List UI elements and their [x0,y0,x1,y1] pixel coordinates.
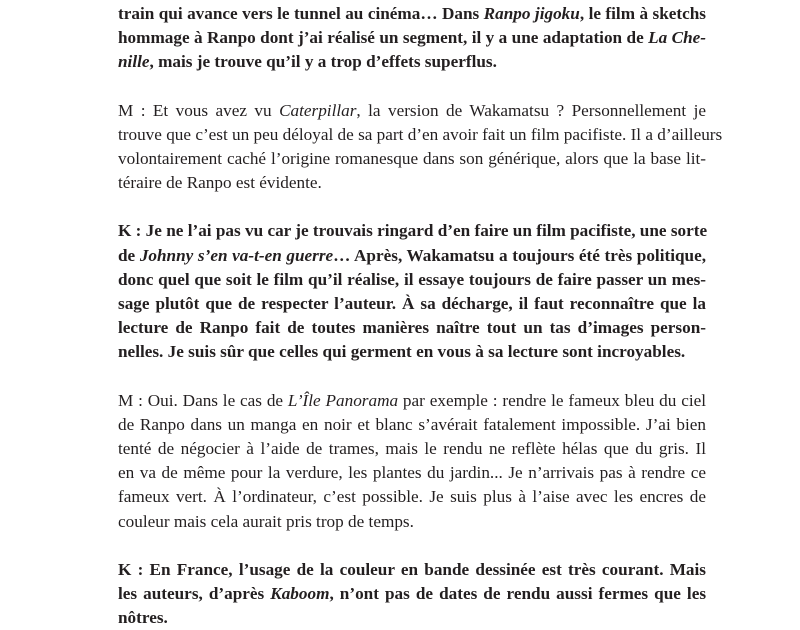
paragraph-k-color-in-france [118,558,706,630]
text-line [118,485,706,509]
text-line [118,340,706,364]
text-run: … Après, Wakamatsu a toujours été très politique, [333,245,707,265]
text-run: , mais je trouve qu’il y a trop d’effets superflus. [149,52,497,72]
text-run: trouve que c’est un peu déloyal de sa part d’en avoir fait un film pacifiste. Il a d’ailleurs [118,124,723,144]
text-run: de Ranpo dans un manga en noir et blanc s’avérait fatalement impossible. J’ai bien [118,414,706,434]
text-line [118,389,706,413]
italic-title: Ranpo jigoku [483,4,580,23]
text-line [118,244,706,268]
text-run: volontairement caché l’origine romanesque dans son générique, alors que la base lit- [118,149,706,169]
italic-title: Caterpillar [279,100,357,120]
text-run: donc quel que soit le film qu’il réalise, il essaye toujours de faire passer un mes- [118,269,706,289]
text-run: , la version de Wakamatsu ? Personnellement je [356,100,706,120]
text-run: train qui avance vers le tunnel au cinéma… Dans [118,4,484,23]
paragraph-k-answer-wakamatsu [118,219,706,364]
text-line [118,147,706,171]
text-line [118,510,706,534]
italic-title: L’Île Panorama [287,390,399,410]
text-line [118,292,706,316]
text-line [118,99,706,123]
italic-title: Kaboom [270,584,330,604]
text-run: sage plutôt que de respecter l’auteur. À sa décharge, il faut reconnaître que la [118,294,706,314]
paragraph-m-answer-panorama [118,389,706,534]
text-run: , le film à sketchs [579,4,706,23]
text-line [118,123,723,147]
text-run: téraire de Ranpo est évidente. [118,173,322,193]
text-line [118,268,706,292]
text-line [118,219,706,243]
text-line [118,413,706,437]
text-line [118,50,706,74]
text-run: par exemple : rendre le fameux bleu du ciel [398,390,706,410]
paragraph-k-answer-ranpo-jigoku [118,2,706,75]
text-line [118,606,706,630]
text-line [118,437,706,461]
text-run: , n’ont pas de dates de rendu aussi fermes que les [329,584,707,604]
text-run: fameux vert. À l’ordinateur, c’est possible. Je suis plus à l’aise avec les encres de [118,487,706,507]
text-run: couleur mais cela aurait pris trop de temps. [118,511,414,531]
text-run: K : En France, l’usage de la couleur en bande dessinée est très courant. Mais [118,559,706,579]
text-run: nôtres. [118,608,168,628]
text-run: M : Oui. Dans le cas de [118,390,288,410]
paragraph-m-question-caterpillar [118,99,723,196]
text-line [118,582,706,606]
italic-title: nille [118,52,150,72]
interview-page [118,0,723,630]
italic-title: La Che- [648,28,707,48]
text-run: K : Je ne l’ai pas vu car je trouvais ringard d’en faire un film pacifiste, une sorte [118,221,708,241]
text-run: nelles. Je suis sûr que celles qui germent en vous à sa lecture sont incroyables. [118,342,686,362]
text-line [118,26,706,50]
italic-title: Johnny s’en va-t-en guerre [139,245,334,265]
text-line [118,2,706,26]
text-line [118,558,706,582]
text-run: tenté de négocier à l’aide de trames, mais le rendu ne reflète hélas que du gris. Il [118,439,706,459]
text-line [118,171,706,195]
text-run: les auteurs, d’après [118,584,271,604]
text-run: lecture de Ranpo fait de toutes manières naître tout un tas d’images person- [118,318,706,338]
text-line [118,316,706,340]
text-run: M : Et vous avez vu [118,100,280,120]
text-run: de [118,245,140,265]
text-run: en va de même pour la verdure, les plantes du jardin... Je n’arrivais pas à rendre ce [118,463,706,483]
text-run: hommage à Ranpo dont j’ai réalisé un segment, il y a une adaptation de [118,28,649,48]
text-line [118,461,706,485]
